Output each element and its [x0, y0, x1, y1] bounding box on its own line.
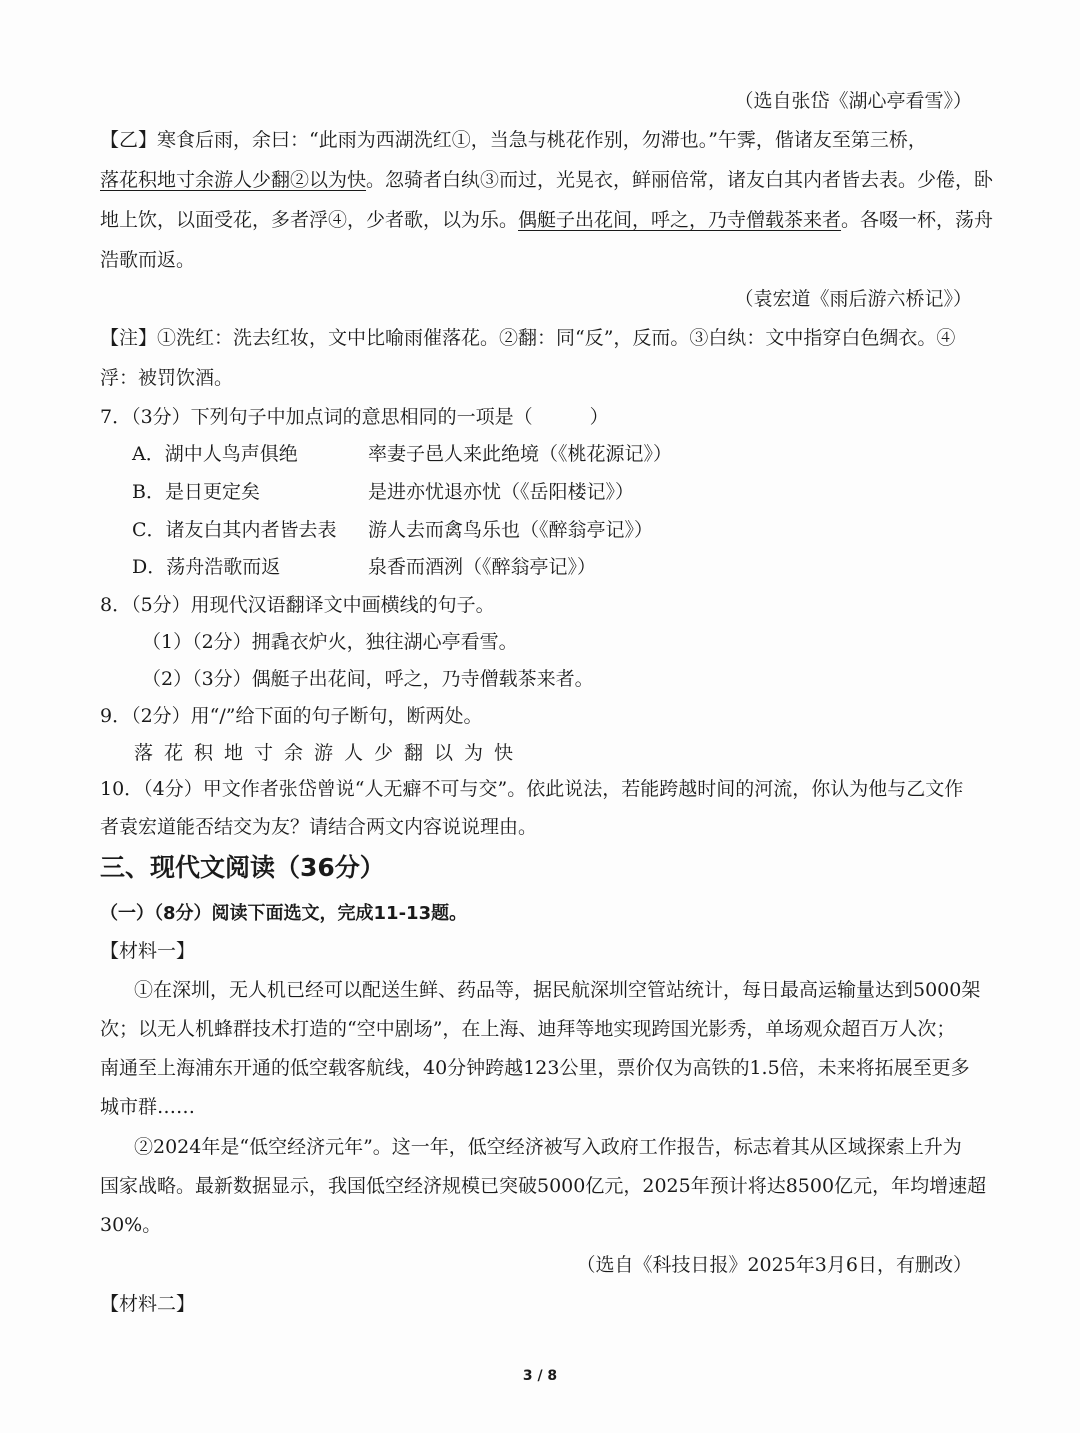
q8-sub-1: （1）（2分）拥毳衣炉火，独往湖心亭看雪。 — [142, 631, 518, 653]
material-1-label: 【材料一】 — [100, 940, 196, 962]
passage-yi-line-3 — [100, 207, 993, 233]
passage-yi-line-2-rest: 。忽骑者白纨③而过，光晃衣，鲜丽倍常，诸友白其内者皆去表。少倦，卧 — [366, 169, 994, 191]
source-citation-c: （选自《科技日报》2025年3月6日，有删改） — [576, 1254, 972, 1276]
q7-option-b-compare: 是进亦忧退亦忧（《岳阳楼记》） — [368, 481, 635, 503]
question-8-stem: 8．（5分）用现代汉语翻译文中画横线的句子。 — [100, 594, 495, 616]
section-3-heading: 三、现代文阅读（36分） — [100, 853, 385, 882]
material-2-label: 【材料二】 — [100, 1293, 196, 1315]
material-1-para-2-line-1: ②2024年是“低空经济元年”。这一年，低空经济被写入政府工作报告，标志着其从区域探索上升为 — [134, 1136, 962, 1158]
question-7-stem: 7．（3分）下列句子中加点词的意思相同的一项是（ ） — [100, 406, 609, 428]
source-citation-a: （选自张岱《湖心亭看雪》） — [734, 90, 972, 112]
material-1-para-2-line-2: 国家战略。最新数据显示，我国低空经济规模已突破5000亿元，2025年预计将达8500亿元，年均增速超 — [100, 1175, 987, 1197]
question-10-line-1: 10．（4分）甲文作者张岱曾说“人无癖不可与交”。依此说法，若能跨越时间的河流，你认为他与乙文作 — [100, 778, 964, 800]
source-citation-b: （袁宏道《雨后游六桥记》） — [734, 288, 972, 310]
q7-option-c-compare: 游人去而禽鸟乐也（《醉翁亭记》） — [368, 519, 654, 541]
underlined-sentence-2: 偶艇子出花间，呼之，乃寺僧载茶来者 — [518, 209, 842, 231]
material-1-para-1-line-2: 次；以无人机蜂群技术打造的“空中剧场”，在上海、迪拜等地实现跨国光影秀，单场观众超百万人次； — [100, 1018, 956, 1040]
q7-option-c: C．诸友白其内者皆去表 — [132, 519, 337, 541]
material-1-para-1-line-1: ①在深圳，无人机已经可以配送生鲜、药品等，据民航深圳空管站统计，每日最高运输量达到5000架 — [134, 979, 981, 1001]
question-9-stem: 9．（2分）用“/”给下面的句子断句，断两处。 — [100, 705, 483, 727]
q8-sub-2: （2）（3分）偶艇子出花间，呼之，乃寺僧载茶来者。 — [142, 668, 594, 690]
page-number: 3 / 8 — [522, 1368, 558, 1384]
material-1-para-2-line-3: 30%。 — [100, 1214, 162, 1236]
q7-option-b: B．是日更定矣 — [132, 481, 260, 503]
q7-option-d-compare: 泉香而酒洌（《醉翁亭记》） — [368, 556, 597, 578]
passage-yi-line-3-b: 。各啜一杯，荡舟 — [841, 209, 994, 231]
passage-yi-line-1: 【乙】寒食后雨，余曰：“此雨为西湖洗红①，当急与桃花作别，勿滞也。”午霁，偕诸友至第三桥， — [100, 129, 927, 151]
passage-yi-line-3-a: 地上饮，以面受花，多者浮④，少者歌，以为乐。 — [100, 209, 519, 231]
q7-option-a: A．湖中人鸟声俱绝 — [132, 443, 298, 465]
material-1-para-1-line-3: 南通至上海浦东开通的低空载客航线，40分钟跨越123公里，票价仅为高铁的1.5倍，未来将拓展至更多 — [100, 1057, 970, 1079]
underlined-sentence-1: 落花积地寸余游人少翻②以为快 — [100, 169, 367, 191]
question-10-line-2: 者袁宏道能否结交为友？请结合两文内容说说理由。 — [100, 816, 538, 838]
q7-option-d: D．荡舟浩歌而返 — [132, 556, 281, 578]
q9-sentence: 落花积地寸余游人少翻以为快 — [134, 742, 525, 764]
passage-yi-line-2 — [100, 167, 993, 193]
part-1-heading: （一）（8分）阅读下面选文，完成11-13题。 — [100, 903, 468, 924]
q7-option-a-compare: 率妻子邑人来此绝境（《桃花源记》） — [368, 443, 673, 465]
note-line-1: 【注】①洗红：洗去红妆，文中比喻雨催落花。②翻：同“反”，反而。③白纨：文中指穿白色绸衣。④ — [100, 327, 956, 349]
passage-yi-line-4: 浩歌而返。 — [100, 249, 196, 271]
material-1-para-1-line-4: 城市群…… — [100, 1096, 196, 1118]
note-line-2: 浮：被罚饮酒。 — [100, 367, 234, 389]
